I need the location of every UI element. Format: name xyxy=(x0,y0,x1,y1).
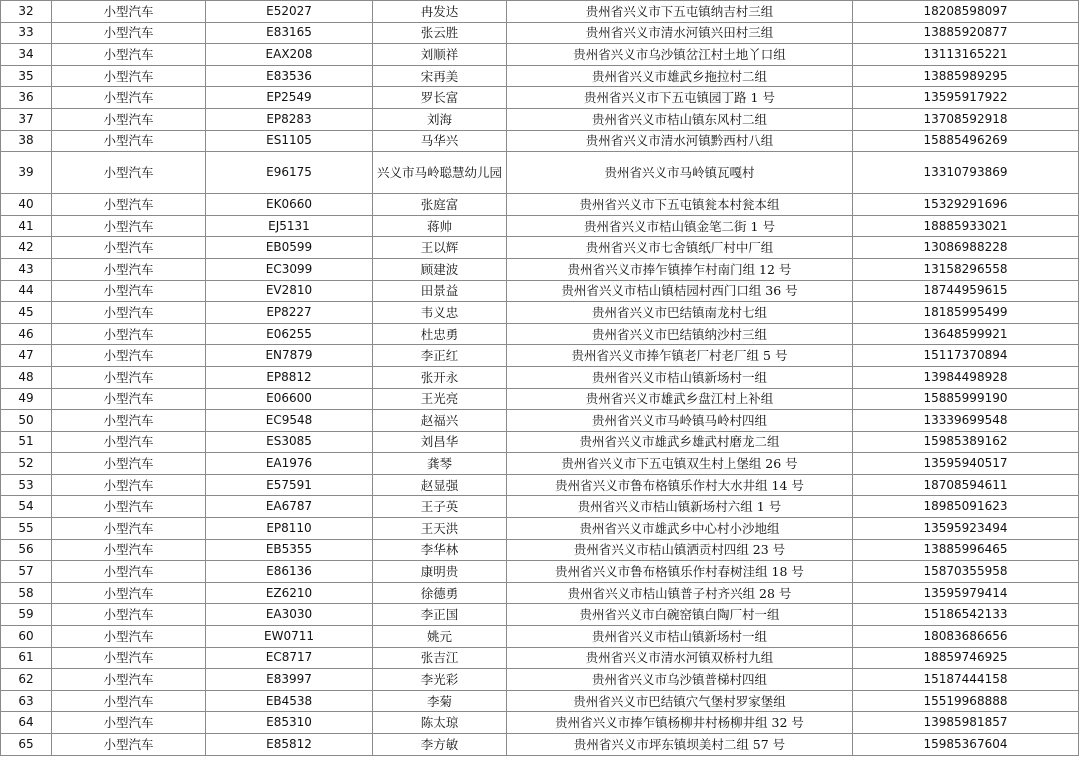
row-number-cell: 65 xyxy=(1,734,52,756)
row-number-cell: 48 xyxy=(1,366,52,388)
owner-name-cell: 冉发达 xyxy=(373,1,507,23)
owner-name-cell: 王天洪 xyxy=(373,518,507,540)
row-number-cell: 63 xyxy=(1,690,52,712)
owner-name-cell: 刘顺祥 xyxy=(373,44,507,66)
vehicle-type-cell: 小型汽车 xyxy=(52,280,206,302)
table-row xyxy=(1,44,1079,66)
address-cell: 贵州省兴义市桔山镇桔园村西门口组 36 号 xyxy=(507,280,853,302)
vehicle-type-cell: 小型汽车 xyxy=(52,44,206,66)
phone-cell: 15885496269 xyxy=(853,130,1079,152)
phone-cell: 18885933021 xyxy=(853,215,1079,237)
owner-name-cell: 杜忠勇 xyxy=(373,323,507,345)
plate-number-cell: E83997 xyxy=(206,669,373,691)
phone-cell: 15519968888 xyxy=(853,690,1079,712)
table-row xyxy=(1,194,1079,216)
table-row xyxy=(1,345,1079,367)
vehicle-type-cell: 小型汽车 xyxy=(52,1,206,23)
owner-name-cell: 张开永 xyxy=(373,366,507,388)
address-cell: 贵州省兴义市桔山镇洒贡村四组 23 号 xyxy=(507,539,853,561)
phone-cell: 13648599921 xyxy=(853,323,1079,345)
vehicle-type-cell: 小型汽车 xyxy=(52,366,206,388)
vehicle-type-cell: 小型汽车 xyxy=(52,65,206,87)
owner-name-cell: 李正国 xyxy=(373,604,507,626)
vehicle-type-cell: 小型汽车 xyxy=(52,388,206,410)
vehicle-type-cell: 小型汽车 xyxy=(52,345,206,367)
phone-cell: 13885920877 xyxy=(853,22,1079,44)
table-row xyxy=(1,626,1079,648)
phone-cell: 13885996465 xyxy=(853,539,1079,561)
table-row xyxy=(1,1,1079,23)
table-row xyxy=(1,237,1079,259)
table-row xyxy=(1,539,1079,561)
phone-cell: 18708594611 xyxy=(853,474,1079,496)
plate-number-cell: EP8812 xyxy=(206,366,373,388)
table-row xyxy=(1,582,1079,604)
phone-cell: 15186542133 xyxy=(853,604,1079,626)
phone-cell: 13113165221 xyxy=(853,44,1079,66)
plate-number-cell: EN7879 xyxy=(206,345,373,367)
owner-name-cell: 徐德勇 xyxy=(373,582,507,604)
plate-number-cell: EP8227 xyxy=(206,302,373,324)
row-number-cell: 57 xyxy=(1,561,52,583)
plate-number-cell: EC3099 xyxy=(206,258,373,280)
address-cell: 贵州省兴义市乌沙镇普梯村四组 xyxy=(507,669,853,691)
owner-name-cell: 姚元 xyxy=(373,626,507,648)
phone-cell: 18208598097 xyxy=(853,1,1079,23)
plate-number-cell: EA1976 xyxy=(206,453,373,475)
plate-number-cell: EB5355 xyxy=(206,539,373,561)
phone-cell: 15985367604 xyxy=(853,734,1079,756)
vehicle-type-cell: 小型汽车 xyxy=(52,582,206,604)
phone-cell: 13885989295 xyxy=(853,65,1079,87)
plate-number-cell: EC8717 xyxy=(206,647,373,669)
owner-name-cell: 赵福兴 xyxy=(373,410,507,432)
vehicle-type-cell: 小型汽车 xyxy=(52,453,206,475)
owner-name-cell: 罗长富 xyxy=(373,87,507,109)
owner-name-cell: 陈太琼 xyxy=(373,712,507,734)
vehicle-type-cell: 小型汽车 xyxy=(52,690,206,712)
table-row xyxy=(1,431,1079,453)
row-number-cell: 47 xyxy=(1,345,52,367)
address-cell: 贵州省兴义市下五屯镇双生村上堡组 26 号 xyxy=(507,453,853,475)
table-row xyxy=(1,108,1079,130)
address-cell: 贵州省兴义市清水河镇黔西村八组 xyxy=(507,130,853,152)
table-body xyxy=(1,1,1079,756)
vehicle-type-cell: 小型汽车 xyxy=(52,734,206,756)
row-number-cell: 62 xyxy=(1,669,52,691)
address-cell: 贵州省兴义市七舍镇纸厂村中厂组 xyxy=(507,237,853,259)
vehicle-type-cell: 小型汽车 xyxy=(52,496,206,518)
plate-number-cell: EP2549 xyxy=(206,87,373,109)
row-number-cell: 56 xyxy=(1,539,52,561)
plate-number-cell: E83165 xyxy=(206,22,373,44)
row-number-cell: 58 xyxy=(1,582,52,604)
phone-cell: 13595923494 xyxy=(853,518,1079,540)
vehicle-type-cell: 小型汽车 xyxy=(52,712,206,734)
vehicle-type-cell: 小型汽车 xyxy=(52,215,206,237)
owner-name-cell: 刘昌华 xyxy=(373,431,507,453)
owner-name-cell: 宋再美 xyxy=(373,65,507,87)
owner-name-cell: 刘海 xyxy=(373,108,507,130)
owner-name-cell: 顾建波 xyxy=(373,258,507,280)
row-number-cell: 42 xyxy=(1,237,52,259)
phone-cell: 13086988228 xyxy=(853,237,1079,259)
owner-name-cell: 张庭富 xyxy=(373,194,507,216)
vehicle-type-cell: 小型汽车 xyxy=(52,108,206,130)
vehicle-type-cell: 小型汽车 xyxy=(52,604,206,626)
vehicle-type-cell: 小型汽车 xyxy=(52,22,206,44)
plate-number-cell: EB0599 xyxy=(206,237,373,259)
phone-cell: 18859746925 xyxy=(853,647,1079,669)
phone-cell: 18185995499 xyxy=(853,302,1079,324)
address-cell: 贵州省兴义市白碗窑镇白陶厂村一组 xyxy=(507,604,853,626)
vehicle-type-cell: 小型汽车 xyxy=(52,87,206,109)
row-number-cell: 59 xyxy=(1,604,52,626)
table-row xyxy=(1,302,1079,324)
row-number-cell: 39 xyxy=(1,152,52,194)
plate-number-cell: E52027 xyxy=(206,1,373,23)
row-number-cell: 43 xyxy=(1,258,52,280)
table-row xyxy=(1,388,1079,410)
phone-cell: 13708592918 xyxy=(853,108,1079,130)
row-number-cell: 50 xyxy=(1,410,52,432)
table-row xyxy=(1,518,1079,540)
table-row xyxy=(1,410,1079,432)
plate-number-cell: EJ5131 xyxy=(206,215,373,237)
plate-number-cell: E85310 xyxy=(206,712,373,734)
row-number-cell: 55 xyxy=(1,518,52,540)
phone-cell: 13595979414 xyxy=(853,582,1079,604)
row-number-cell: 54 xyxy=(1,496,52,518)
address-cell: 贵州省兴义市坪东镇坝美村二组 57 号 xyxy=(507,734,853,756)
plate-number-cell: E96175 xyxy=(206,152,373,194)
plate-number-cell: E83536 xyxy=(206,65,373,87)
phone-cell: 15985389162 xyxy=(853,431,1079,453)
owner-name-cell: 李华林 xyxy=(373,539,507,561)
vehicle-type-cell: 小型汽车 xyxy=(52,258,206,280)
vehicle-type-cell: 小型汽车 xyxy=(52,194,206,216)
address-cell: 贵州省兴义市雄武乡拖拉村二组 xyxy=(507,65,853,87)
vehicle-type-cell: 小型汽车 xyxy=(52,669,206,691)
row-number-cell: 64 xyxy=(1,712,52,734)
row-number-cell: 36 xyxy=(1,87,52,109)
vehicle-type-cell: 小型汽车 xyxy=(52,410,206,432)
row-number-cell: 37 xyxy=(1,108,52,130)
owner-name-cell: 王光亮 xyxy=(373,388,507,410)
address-cell: 贵州省兴义市巴结镇南龙村七组 xyxy=(507,302,853,324)
row-number-cell: 52 xyxy=(1,453,52,475)
table-row xyxy=(1,561,1079,583)
row-number-cell: 45 xyxy=(1,302,52,324)
phone-cell: 18744959615 xyxy=(853,280,1079,302)
row-number-cell: 61 xyxy=(1,647,52,669)
owner-name-cell: 李方敏 xyxy=(373,734,507,756)
table-row xyxy=(1,690,1079,712)
table-row xyxy=(1,280,1079,302)
row-number-cell: 34 xyxy=(1,44,52,66)
owner-name-cell: 韦义忠 xyxy=(373,302,507,324)
address-cell: 贵州省兴义市桔山镇新场村一组 xyxy=(507,626,853,648)
owner-name-cell: 王子英 xyxy=(373,496,507,518)
address-cell: 贵州省兴义市桔山镇新场村一组 xyxy=(507,366,853,388)
row-number-cell: 46 xyxy=(1,323,52,345)
address-cell: 贵州省兴义市巴结镇纳沙村三组 xyxy=(507,323,853,345)
phone-cell: 13985981857 xyxy=(853,712,1079,734)
address-cell: 贵州省兴义市下五屯镇瓮本村瓮本组 xyxy=(507,194,853,216)
phone-cell: 18985091623 xyxy=(853,496,1079,518)
address-cell: 贵州省兴义市捧乍镇老厂村老厂组 5 号 xyxy=(507,345,853,367)
address-cell: 贵州省兴义市乌沙镇岔江村土地丫口组 xyxy=(507,44,853,66)
table-row xyxy=(1,647,1079,669)
row-number-cell: 51 xyxy=(1,431,52,453)
address-cell: 贵州省兴义市马岭镇马岭村四组 xyxy=(507,410,853,432)
table-row xyxy=(1,323,1079,345)
owner-name-cell: 李光彩 xyxy=(373,669,507,691)
plate-number-cell: EAX208 xyxy=(206,44,373,66)
address-cell: 贵州省兴义市雄武乡雄武村磨龙二组 xyxy=(507,431,853,453)
vehicle-type-cell: 小型汽车 xyxy=(52,647,206,669)
table-row xyxy=(1,712,1079,734)
address-cell: 贵州省兴义市马岭镇瓦嘎村 xyxy=(507,152,853,194)
table-row xyxy=(1,65,1079,87)
vehicle-type-cell: 小型汽车 xyxy=(52,626,206,648)
vehicle-type-cell: 小型汽车 xyxy=(52,130,206,152)
address-cell: 贵州省兴义市鲁布格镇乐作村春树洼组 18 号 xyxy=(507,561,853,583)
vehicle-type-cell: 小型汽车 xyxy=(52,237,206,259)
table-row xyxy=(1,496,1079,518)
row-number-cell: 44 xyxy=(1,280,52,302)
address-cell: 贵州省兴义市巴结镇穴气堡村罗家堡组 xyxy=(507,690,853,712)
row-number-cell: 49 xyxy=(1,388,52,410)
table-row xyxy=(1,22,1079,44)
plate-number-cell: EK0660 xyxy=(206,194,373,216)
plate-number-cell: EP8283 xyxy=(206,108,373,130)
phone-cell: 13595917922 xyxy=(853,87,1079,109)
plate-number-cell: ES1105 xyxy=(206,130,373,152)
phone-cell: 15187444158 xyxy=(853,669,1079,691)
phone-cell: 13339699548 xyxy=(853,410,1079,432)
plate-number-cell: E85812 xyxy=(206,734,373,756)
plate-number-cell: EB4538 xyxy=(206,690,373,712)
owner-name-cell: 张吉江 xyxy=(373,647,507,669)
address-cell: 贵州省兴义市雄武乡盘江村上补组 xyxy=(507,388,853,410)
address-cell: 贵州省兴义市桔山镇新场村六组 1 号 xyxy=(507,496,853,518)
owner-name-cell: 龚琴 xyxy=(373,453,507,475)
plate-number-cell: EA6787 xyxy=(206,496,373,518)
owner-name-cell: 赵显强 xyxy=(373,474,507,496)
address-cell: 贵州省兴义市下五屯镇纳吉村三组 xyxy=(507,1,853,23)
plate-number-cell: EA3030 xyxy=(206,604,373,626)
table-row xyxy=(1,474,1079,496)
row-number-cell: 53 xyxy=(1,474,52,496)
owner-name-cell: 马华兴 xyxy=(373,130,507,152)
address-cell: 贵州省兴义市桔山镇普子村齐兴组 28 号 xyxy=(507,582,853,604)
plate-number-cell: E57591 xyxy=(206,474,373,496)
vehicle-type-cell: 小型汽车 xyxy=(52,431,206,453)
table-row xyxy=(1,152,1079,194)
vehicle-type-cell: 小型汽车 xyxy=(52,518,206,540)
address-cell: 贵州省兴义市鲁布格镇乐作村大水井组 14 号 xyxy=(507,474,853,496)
plate-number-cell: E06255 xyxy=(206,323,373,345)
owner-name-cell: 康明贵 xyxy=(373,561,507,583)
address-cell: 贵州省兴义市下五屯镇园丁路 1 号 xyxy=(507,87,853,109)
plate-number-cell: EP8110 xyxy=(206,518,373,540)
row-number-cell: 40 xyxy=(1,194,52,216)
owner-name-cell: 蒋帅 xyxy=(373,215,507,237)
phone-cell: 13310793869 xyxy=(853,152,1079,194)
phone-cell: 15329291696 xyxy=(853,194,1079,216)
table-row xyxy=(1,453,1079,475)
table-row xyxy=(1,669,1079,691)
table-row xyxy=(1,215,1079,237)
row-number-cell: 41 xyxy=(1,215,52,237)
row-number-cell: 35 xyxy=(1,65,52,87)
plate-number-cell: E06600 xyxy=(206,388,373,410)
table-row xyxy=(1,87,1079,109)
vehicle-type-cell: 小型汽车 xyxy=(52,474,206,496)
plate-number-cell: EW0711 xyxy=(206,626,373,648)
plate-number-cell: EC9548 xyxy=(206,410,373,432)
owner-name-cell: 张云胜 xyxy=(373,22,507,44)
phone-cell: 15885999190 xyxy=(853,388,1079,410)
owner-name-cell: 李菊 xyxy=(373,690,507,712)
plate-number-cell: ES3085 xyxy=(206,431,373,453)
table-row xyxy=(1,366,1079,388)
table-row xyxy=(1,130,1079,152)
owner-name-cell: 田景益 xyxy=(373,280,507,302)
vehicle-type-cell: 小型汽车 xyxy=(52,152,206,194)
address-cell: 贵州省兴义市清水河镇双桥村九组 xyxy=(507,647,853,669)
vehicle-type-cell: 小型汽车 xyxy=(52,323,206,345)
owner-name-cell: 兴义市马岭聪慧幼儿园 xyxy=(373,152,507,194)
owner-name-cell: 王以辉 xyxy=(373,237,507,259)
address-cell: 贵州省兴义市捧乍镇捧乍村南门组 12 号 xyxy=(507,258,853,280)
phone-cell: 13158296558 xyxy=(853,258,1079,280)
plate-number-cell: EZ6210 xyxy=(206,582,373,604)
address-cell: 贵州省兴义市清水河镇兴田村三组 xyxy=(507,22,853,44)
address-cell: 贵州省兴义市雄武乡中心村小沙地组 xyxy=(507,518,853,540)
address-cell: 贵州省兴义市桔山镇金笔二街 1 号 xyxy=(507,215,853,237)
vehicle-type-cell: 小型汽车 xyxy=(52,561,206,583)
table-row xyxy=(1,734,1079,756)
phone-cell: 18083686656 xyxy=(853,626,1079,648)
address-cell: 贵州省兴义市桔山镇东风村二组 xyxy=(507,108,853,130)
phone-cell: 15117370894 xyxy=(853,345,1079,367)
row-number-cell: 33 xyxy=(1,22,52,44)
row-number-cell: 60 xyxy=(1,626,52,648)
table-row xyxy=(1,604,1079,626)
phone-cell: 13984498928 xyxy=(853,366,1079,388)
row-number-cell: 38 xyxy=(1,130,52,152)
vehicle-type-cell: 小型汽车 xyxy=(52,302,206,324)
phone-cell: 15870355958 xyxy=(853,561,1079,583)
address-cell: 贵州省兴义市捧乍镇杨柳井村杨柳井组 32 号 xyxy=(507,712,853,734)
row-number-cell: 32 xyxy=(1,1,52,23)
owner-name-cell: 李正红 xyxy=(373,345,507,367)
plate-number-cell: E86136 xyxy=(206,561,373,583)
vehicle-type-cell: 小型汽车 xyxy=(52,539,206,561)
phone-cell: 13595940517 xyxy=(853,453,1079,475)
table-row xyxy=(1,258,1079,280)
plate-number-cell: EV2810 xyxy=(206,280,373,302)
